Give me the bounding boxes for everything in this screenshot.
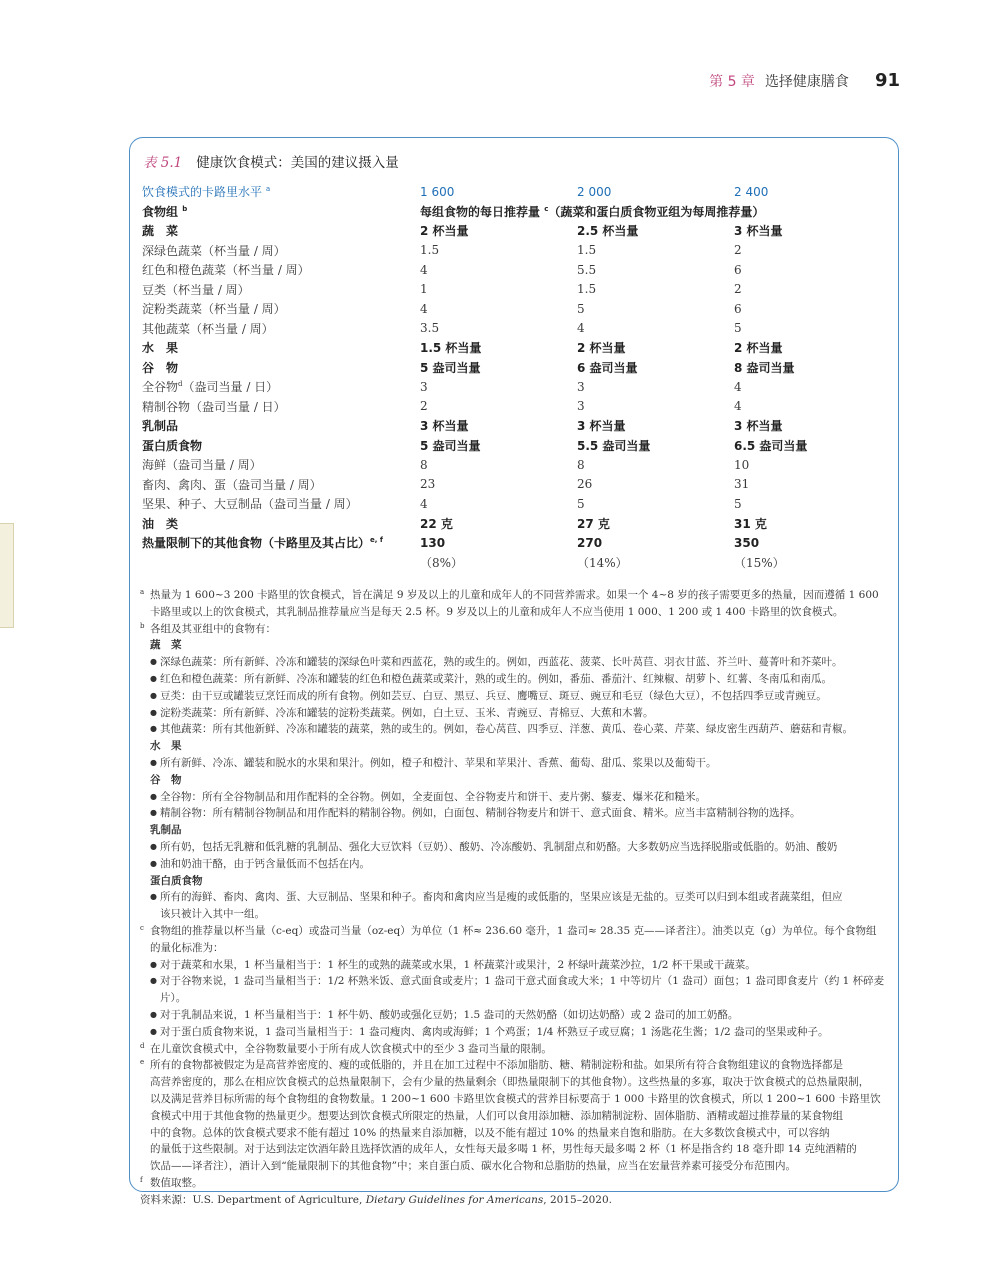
calorie-level-label: 饮食模式的卡路里水平	[142, 185, 263, 200]
food-subgroup-row	[142, 553, 892, 573]
row-value-1: 4	[420, 496, 428, 511]
row-label: 深绿色蔬菜（杯当量 / 周）	[142, 243, 286, 258]
row-value-1: 1.5	[420, 243, 440, 258]
row-value-1: 23	[420, 477, 436, 492]
list-item: ● 所有新鲜、冷冻、罐装和脱水的水果和果汁。例如，橙子和橙汁、苹果和苹果汁、香蕉、葡萄、甜瓜、浆果以及葡萄干。	[140, 755, 890, 772]
row-value-3: 3 杯当量	[734, 419, 783, 434]
list-item: ● 对于蔬菜和水果，1 杯当量相当于：1 杯生的或熟的蔬菜或水果，1 杯蔬菜汁或果汁，2 杯绿叶蔬菜沙拉，1/2 杯干果或干蔬菜。	[140, 957, 890, 974]
row-value-2: 5	[577, 496, 585, 511]
row-label: 坚果、种子、大豆制品（盎司当量 / 周）	[142, 497, 358, 512]
row-value-3: 10	[734, 457, 750, 472]
category-heading: 乳制品	[150, 824, 182, 837]
footnote-e-line: 以及满足营养目标所需的每个食物组的食物数量。1 200~1 600 卡路里饮食模式的营养目标要高于 1 000 卡路里的饮食模式，所以 1 200~1 600 卡路里饮	[150, 1092, 881, 1105]
row-label: 乳制品	[142, 419, 179, 434]
calorie-level-row	[142, 182, 892, 202]
row-value-3: 31 克	[734, 516, 767, 531]
footnote-e-line: 的量低于这些限制。对于达到法定饮酒年龄且选择饮酒的成年人，女性每天最多喝 1 杯，男性每天最多喝 2 杯（1 杯是指含约 18 毫升即 14 克纯酒精的	[150, 1143, 857, 1156]
row-value-3: 350	[734, 535, 760, 550]
row-label: 豆类（杯当量 / 周）	[142, 282, 250, 297]
food-subgroup-row	[142, 397, 892, 417]
footnote-b: b 各组及其亚组中的食物有：	[140, 621, 276, 635]
row-value-3: 5	[734, 496, 742, 511]
row-label: 水 果	[142, 341, 179, 356]
food-group-label: 食物组	[142, 204, 179, 219]
table-5-1	[129, 137, 899, 1206]
footnote-e-line: 饮品——译者注），酒计入到“能量限制下的其他食物”中；来自蛋白质、碳水化合物和总脂肪的热量，应当在宏量营养素可接受分布范围内。	[150, 1160, 796, 1173]
row-value-2: 5.5 盎司当量	[577, 438, 651, 453]
fruit-items	[140, 755, 890, 772]
footnote-d: d 在儿童饮食模式中，全谷物数量要小于所有成人饮食模式中的至少 3 盎司当量的限制。	[140, 1041, 552, 1055]
food-group-row	[142, 338, 892, 358]
row-value-3: 2	[734, 282, 742, 297]
category-heading: 蔬 菜	[150, 639, 182, 652]
row-value-3: 2 杯当量	[734, 341, 783, 356]
row-label: 油 类	[142, 516, 179, 531]
row-value-1: 3.5	[420, 321, 440, 336]
row-value-1: 1.5 杯当量	[420, 341, 482, 356]
row-value-2: 3	[577, 379, 585, 394]
food-subgroup-row	[142, 377, 892, 397]
food-subgroup-row	[142, 260, 892, 280]
row-label-tail: （盎司当量 / 日）	[182, 380, 279, 395]
footnote-e-line: 中的食物。总体的饮食模式要求不能有超过 10% 的热量来自添加糖，以及不能有超过 10% 的热量来自饱和脂肪。在大多数饮食模式中，可以容纳	[150, 1126, 830, 1139]
row-value-3: 31	[734, 477, 750, 492]
food-group-row	[142, 533, 892, 553]
food-group-row	[142, 358, 892, 378]
row-value-1: 4	[420, 262, 428, 277]
footnote-a: a 热量为 1 600~3 200 卡路里的饮食模式，旨在满足 9 岁及以上的儿童和成年人的不同营养需求。如果一个 4~8 岁的孩子需要更多的热量，因而遵循 1 600	[140, 588, 879, 601]
calorie-level-1: 1 600	[420, 184, 455, 199]
food-subgroup-row	[142, 280, 892, 300]
row-label: 海鲜（盎司当量 / 周）	[142, 458, 262, 473]
row-label: 精制谷物（盎司当量 / 日）	[142, 399, 286, 414]
row-label: 红色和橙色蔬菜（杯当量 / 周）	[142, 263, 310, 278]
footnote-e: e 所有的食物都被假定为是高营养密度的、瘦的或低脂的，并且在加工过程中不添加脂肪、糖、精制淀粉和盐。如果所有符合食物组建议的食物选择都是 高营养密度的，那么在相应饮食模式的总热量限制下，会有少量的热量剩余（即热量限制下的其他食物）。这些热量的多寡，取决于饮食模式的总热量限制， 以及满足营养目标所需的每个食物组的食物数量。1 200~1 600 卡路里饮食模式的营养目标要高于 1 000 卡路里的饮食模式，所以 1 200~1 600 卡路里饮 食模式中用于其他食物的热量更少。想要达到饮食模式所限定的热量，人们可以食用添加糖、添加精制淀粉、固体脂肪、酒精或超过推荐量的某食物组 中的食物。总体的饮食模式要求不能有超过 10% 的热量来自添加糖，以及不能有超过 10% 的热量来自饱和脂肪。在大多数饮食模式中，可以容纳 的量低于这些限制。对于达到法定饮酒年龄且选择饮酒的成年人，女性每天最多喝 1 杯，男性每天最多喝 2 杯（1 杯是指含约 18 毫升即 14 克纯酒精的 饮品——译者注），酒计入到“能量限制下的其他食物”中；来自蛋白质、碳水化合物和总脂肪的热量，应当在宏量营养素可接受分布范围内。	[140, 1057, 890, 1175]
row-value-3: 4	[734, 399, 742, 414]
food-group-row	[142, 416, 892, 436]
row-value-2: 2.5 杯当量	[577, 224, 639, 239]
food-group-row	[142, 514, 892, 534]
list-item: ● 对于乳制品来说，1 杯当量相当于：1 杯牛奶、酸奶或强化豆奶；1.5 盎司的天然奶酪（如切达奶酪）或 2 盎司的加工奶酪。	[140, 1007, 890, 1024]
footnote-f: f 数值取整。	[140, 1175, 203, 1189]
list-item: ● 豆类：由干豆或罐装豆烹饪而成的所有食物。例如芸豆、白豆、黑豆、兵豆、鹰嘴豆、斑豆、豌豆和毛豆（绿色大豆），不包括四季豆或青豌豆。	[140, 688, 890, 705]
row-value-3: 8 盎司当量	[734, 360, 795, 375]
row-value-3: 6	[734, 262, 742, 277]
row-value-2: 8	[577, 457, 585, 472]
row-value-1: 4	[420, 301, 428, 316]
list-item: ● 淀粉类蔬菜：所有新鲜、冷冻和罐装的淀粉类蔬菜。例如，白土豆、玉米、青豌豆、青棉豆、大蕉和木薯。	[140, 705, 890, 722]
row-value-2: （14%）	[577, 555, 628, 570]
food-subgroup-row	[142, 241, 892, 261]
table-title: 健康饮食模式：美国的建议摄入量	[196, 155, 399, 171]
row-value-3: 6	[734, 301, 742, 316]
row-value-2: 27 克	[577, 516, 610, 531]
row-label: 蔬 菜	[142, 224, 179, 239]
list-item: ● 其他蔬菜：所有其他新鲜、冷冻和罐装的蔬菜，熟的或生的。例如，卷心莴苣、四季豆、洋葱、黄瓜、卷心菜、芹菜、绿皮密生西葫芦、蘑菇和青椒。	[140, 721, 890, 738]
table-caption	[143, 151, 399, 171]
row-value-1: 2	[420, 399, 428, 414]
row-label: 谷 物	[142, 360, 179, 375]
diet-table	[142, 182, 892, 572]
footnote-e-line: 高营养密度的，那么在相应饮食模式的总热量限制下，会有少量的热量剩余（即热量限制下的其他食物）。这些热量的多寡，取决于饮食模式的总热量限制，	[150, 1076, 870, 1089]
row-value-2: 1.5	[577, 243, 597, 258]
row-value-1: 3	[420, 379, 428, 394]
footnote-mark: c	[544, 204, 549, 213]
calorie-level-2: 2 000	[577, 184, 612, 199]
category-heading: 水 果	[150, 740, 182, 753]
list-item: ● 全谷物：所有全谷物制品和用作配料的全谷物。例如，全麦面包、全谷物麦片和饼干、麦片粥、藜麦、爆米花和糙米。	[140, 789, 890, 806]
footnote-c-cont: 的量化标准为：	[150, 941, 224, 954]
row-label: 全谷物	[142, 380, 179, 395]
food-subgroup-row	[142, 319, 892, 339]
source-note: 资料来源：U.S. Department of Agriculture, Dietary Guidelines for Americans, 2015–2020.	[140, 1193, 613, 1206]
food-subgroup-row	[142, 494, 892, 514]
calorie-level-3: 2 400	[734, 184, 769, 199]
footnote-mark: e, f	[370, 536, 383, 545]
row-label: 热量限制下的其他食物（卡路里及其占比）	[142, 536, 371, 551]
running-head	[709, 70, 900, 91]
footnote-mark: d	[178, 380, 183, 389]
measure-items	[140, 957, 890, 1041]
food-subgroup-row	[142, 455, 892, 475]
row-value-1: 5 盎司当量	[420, 360, 481, 375]
row-value-1: 5 盎司当量	[420, 438, 481, 453]
row-value-2: 270	[577, 535, 603, 550]
row-value-1: 130	[420, 535, 446, 550]
category-heading: 蛋白质食物	[150, 874, 203, 887]
footnote-c: c 食物组的推荐量以杯当量（c-eq）或盎司当量（oz-eq）为单位（1 杯≈ 236.60 毫升，1 盎司≈ 28.35 克——译者注）。油类以克（g）为单位。每个食物组	[140, 923, 877, 937]
grain-items	[140, 789, 890, 823]
footnote-mark: b	[182, 204, 188, 213]
list-item-cont: ● 油和奶油干酪，由于钙含量低而不包括在内。	[140, 856, 890, 873]
row-value-2: 1.5	[577, 282, 597, 297]
row-value-1: （8%）	[420, 555, 464, 570]
row-value-1: 8	[420, 457, 428, 472]
row-label: 淀粉类蔬菜（杯当量 / 周）	[142, 302, 286, 317]
list-item-cont: 该只被计入其中一组。	[160, 908, 265, 921]
row-value-2: 6 盎司当量	[577, 360, 638, 375]
table-footnotes	[140, 587, 890, 1208]
row-value-3: 4	[734, 379, 742, 394]
table-label: 表 5.1	[143, 155, 183, 171]
vegetable-items	[140, 654, 890, 738]
category-heading: 谷 物	[150, 773, 182, 786]
row-value-3: 6.5 盎司当量	[734, 438, 808, 453]
row-value-3: 2	[734, 243, 742, 258]
food-subgroup-row	[142, 475, 892, 495]
chapter-label: 第 5 章	[709, 74, 755, 90]
food-group-desc-tail: （蔬菜和蛋白质食物亚组为每周推荐量）	[548, 204, 765, 219]
list-item: ● 深绿色蔬菜：所有新鲜、冷冻和罐装的深绿色叶菜和西蓝花，熟的或生的。例如，西蓝花、菠菜、长叶莴苣、羽衣甘蓝、芥兰叶、蔓菁叶和芥菜叶。	[140, 654, 890, 671]
list-item: ● 所有奶，包括无乳糖和低乳糖的乳制品、强化大豆饮料（豆奶）、酸奶、冷冻酸奶、乳制甜点和奶酪。大多数奶应当选择脱脂或低脂的。奶油、酸奶	[140, 839, 890, 856]
row-value-3: 3 杯当量	[734, 224, 783, 239]
footnote-e-line: 食模式中用于其他食物的热量更少。想要达到饮食模式所限定的热量，人们可以食用添加糖、添加精制淀粉、固体脂肪、酒精或超过推荐量的某食物组	[150, 1109, 843, 1122]
footnote-a-cont: 卡路里或以上的饮食模式，其乳制品推荐量应当是每天 2.5 杯。9 岁及以上的儿童和成年人不应当使用 1 000、1 200 或 1 400 卡路里的饮食模式。	[150, 605, 844, 618]
page-number: 91	[874, 70, 900, 91]
row-value-1: 2 杯当量	[420, 224, 469, 239]
row-value-2: 4	[577, 321, 585, 336]
row-label: 蛋白质食物	[142, 438, 203, 453]
chapter-title: 选择健康膳食	[764, 74, 849, 90]
row-value-2: 2 杯当量	[577, 341, 626, 356]
side-tab	[0, 523, 14, 628]
row-value-2: 26	[577, 477, 593, 492]
food-subgroup-row	[142, 299, 892, 319]
food-group-row	[142, 436, 892, 456]
food-group-desc: 每组食物的每日推荐量	[420, 204, 541, 219]
row-value-3: （15%）	[734, 555, 785, 570]
row-value-2: 5	[577, 301, 585, 316]
row-value-1: 22 克	[420, 516, 453, 531]
food-group-row	[142, 221, 892, 241]
list-item: ● 所有的海鲜、畜肉、禽肉、蛋、大豆制品、坚果和种子。畜肉和禽肉应当是瘦的或低脂的，坚果应该是无盐的。豆类可以归到本组或者蔬菜组，但应	[140, 889, 890, 906]
row-value-1: 1	[420, 282, 428, 297]
row-value-1: 3 杯当量	[420, 419, 469, 434]
list-item: ● 精制谷物：所有精制谷物制品和用作配料的精制谷物。例如，白面包、精制谷物麦片和饼干、意式面食、精米。应当丰富精制谷物的选择。	[140, 805, 890, 822]
list-item: ● 红色和橙色蔬菜：所有新鲜、冷冻和罐装的红色和橙色蔬菜或菜汁，熟的或生的。例如，番茄、番茄汁、红辣椒、胡萝卜、红薯、冬南瓜和南瓜。	[140, 671, 890, 688]
row-value-2: 5.5	[577, 262, 597, 277]
footnote-mark: a	[265, 185, 271, 194]
row-label: 畜肉、禽肉、蛋（盎司当量 / 周）	[142, 477, 322, 492]
row-value-3: 5	[734, 321, 742, 336]
row-value-2: 3	[577, 399, 585, 414]
list-item: ● 对于蛋白质食物来说，1 盎司当量相当于：1 盎司瘦肉、禽肉或海鲜；1 个鸡蛋；1/4 杯熟豆子或豆腐；1 汤匙花生酱；1/2 盎司的坚果或种子。	[140, 1024, 890, 1041]
list-item: ● 对于谷物来说，1 盎司当量相当于：1/2 杯熟米饭、意式面食或麦片；1 盎司干意式面食或大米；1 中等切片（1 盎司）面包；1 盎司即食麦片（约 1 杯碎麦片）。	[140, 973, 890, 1007]
food-group-row	[142, 202, 892, 222]
source-title: Dietary Guidelines for Americans	[365, 1193, 544, 1206]
footnote-e-line: 所有的食物都被假定为是高营养密度的、瘦的或低脂的，并且在加工过程中不添加脂肪、糖、精制淀粉和盐。如果所有符合食物组建议的食物选择都是	[150, 1059, 843, 1072]
row-label: 其他蔬菜（杯当量 / 周）	[142, 321, 274, 336]
row-value-2: 3 杯当量	[577, 419, 626, 434]
